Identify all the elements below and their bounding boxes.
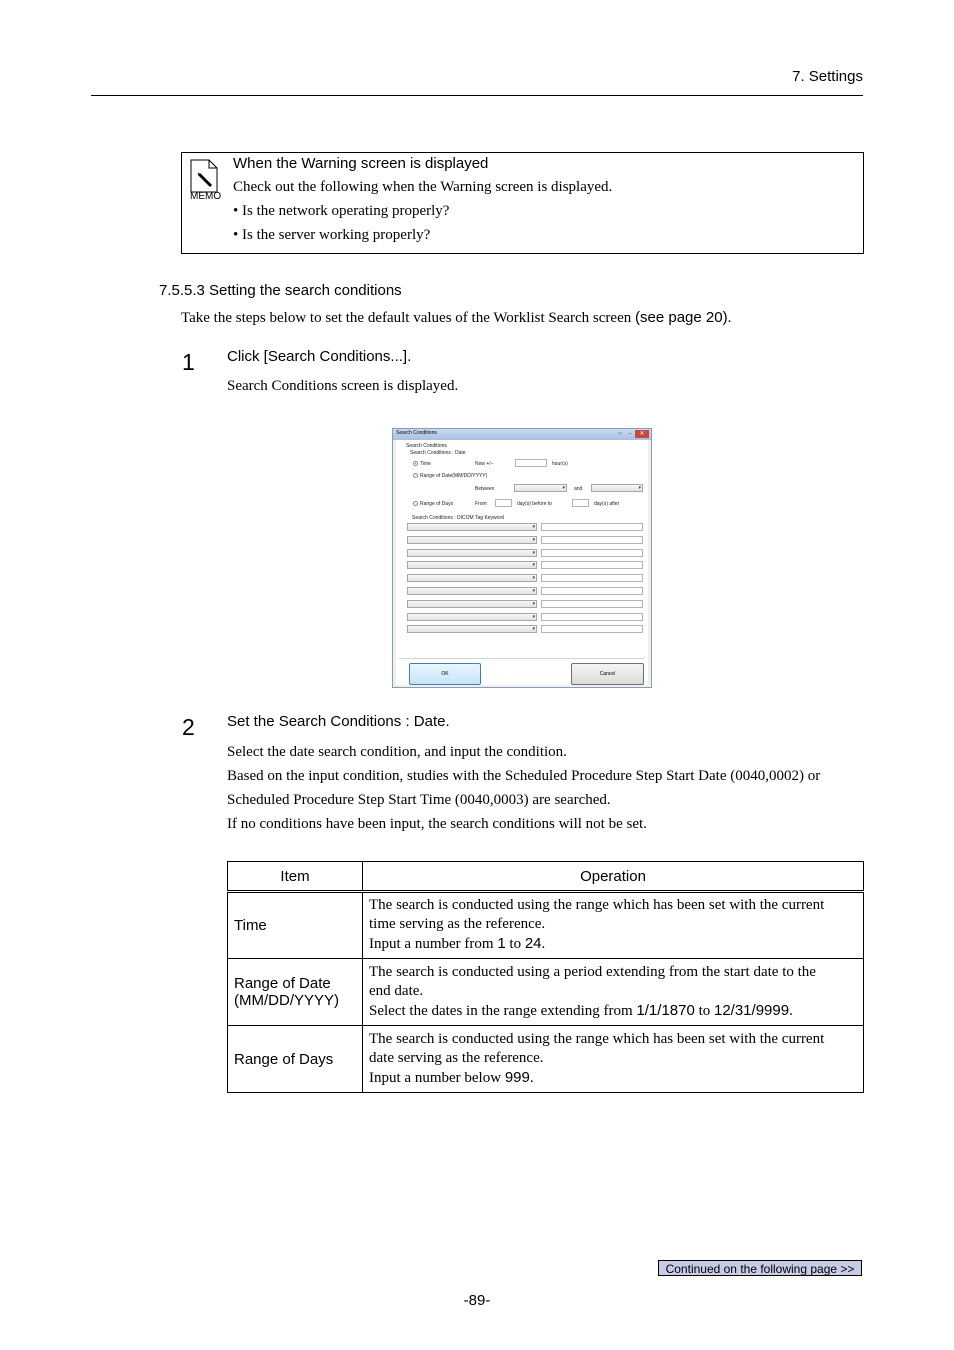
hours-input[interactable]	[515, 459, 547, 467]
tag-keyword-dropdown[interactable]	[407, 561, 537, 569]
memo-icon-label: MEMO	[190, 191, 222, 202]
range-of-days-radio[interactable]	[413, 501, 418, 506]
and-label: and	[574, 486, 583, 492]
table-row	[228, 892, 864, 959]
dialog-separator	[399, 658, 645, 659]
chevron-down-icon: ▾	[532, 575, 535, 582]
chevron-down-icon: ▾	[532, 626, 535, 633]
intro-page-ref: (see page 20)	[635, 309, 728, 326]
tag-keyword-dropdown[interactable]	[407, 600, 537, 608]
chevron-down-icon: ▾	[532, 562, 535, 569]
dialog-title: Search Conditions	[396, 430, 437, 436]
chevron-down-icon: ▾	[532, 613, 535, 620]
operation-cell	[363, 892, 864, 959]
operation-line: end date.	[369, 982, 424, 999]
range-of-days-label: Range of Days	[420, 501, 454, 507]
from-label: From	[475, 501, 487, 507]
time-radio[interactable]	[413, 461, 418, 466]
step-text: Scheduled Procedure Step Start Time (0040,0003) are searched.	[227, 792, 611, 808]
start-date-picker[interactable]: ▾	[514, 484, 567, 492]
operation-line: The search is conducted using the range which has been set with the current	[369, 1030, 825, 1047]
intro-text: Take the steps below to set the default values of the Worklist Search screen	[181, 310, 632, 326]
chevron-down-icon: ▾	[532, 536, 535, 543]
search-conditions-dialog-screenshot	[392, 428, 652, 688]
operation-cell	[363, 1026, 864, 1093]
chevron-down-icon: ▾	[532, 549, 535, 556]
tag-keyword-dropdown[interactable]	[407, 574, 537, 582]
step-text: Search Conditions screen is displayed.	[227, 378, 459, 394]
days-after-input[interactable]	[572, 499, 589, 507]
operations-table	[227, 861, 864, 1093]
table-header-row	[228, 862, 864, 892]
chevron-down-icon: ▾	[532, 588, 535, 594]
step-title: Set the Search Conditions : Date.	[227, 713, 450, 730]
tag-keyword-dropdown[interactable]	[407, 625, 537, 633]
tag-keyword-input[interactable]	[541, 536, 643, 544]
header-rule	[91, 95, 863, 96]
tag-group-label: Search Conditions : DICOM Tag Keyword	[412, 515, 504, 521]
operation-line: Input a number from 1 to 24.	[369, 935, 546, 952]
tag-keyword-dropdown[interactable]	[407, 549, 537, 557]
operation-line: time serving as the reference.	[369, 916, 546, 932]
tag-keyword-dropdown[interactable]	[407, 523, 537, 531]
operation-cell	[363, 959, 864, 1026]
tag-keyword-input[interactable]	[541, 574, 643, 582]
intro-end: .	[727, 310, 732, 326]
operation-line: Select the dates in the range extending from 1/1/1870 to 12/31/9999.	[369, 1001, 793, 1019]
memo-title: When the Warning screen is displayed	[233, 155, 489, 172]
between-label: Between	[475, 486, 495, 492]
operation-line: The search is conducted using a period extending from the start date to the	[369, 963, 816, 980]
header-section-title: 7. Settings	[792, 68, 863, 85]
item-cell: Range of Days	[228, 1026, 363, 1093]
days-before-label: day(s) before to	[517, 501, 553, 507]
tag-keyword-input[interactable]	[541, 625, 643, 633]
end-date-picker[interactable]: ▾	[591, 484, 643, 492]
item-cell: Range of Date (MM/DD/YYYY)	[228, 959, 363, 1026]
section-intro	[181, 309, 731, 327]
operation-line: The search is conducted using the range which has been set with the current	[369, 897, 825, 913]
hours-label: hour(s)	[552, 461, 568, 467]
page-number: -89-	[463, 1292, 491, 1309]
tag-keyword-dropdown[interactable]	[407, 587, 537, 595]
step-title: Click [Search Conditions...].	[227, 348, 412, 365]
operation-line: Input a number below 999.	[369, 1068, 534, 1086]
table-row	[228, 959, 864, 1026]
time-label: Time	[420, 461, 431, 467]
step-number: 2	[182, 714, 195, 740]
date-group-label: Search Conditions : Date	[410, 450, 466, 456]
step-number: 1	[182, 349, 195, 375]
tag-keyword-input[interactable]	[541, 587, 643, 595]
tag-keyword-input[interactable]	[541, 613, 643, 621]
tag-keyword-input[interactable]	[541, 600, 643, 608]
chevron-down-icon: ▾	[532, 524, 535, 530]
group-label: Search Conditions	[406, 443, 447, 449]
memo-icon	[188, 158, 220, 202]
tag-keyword-dropdown[interactable]	[407, 536, 537, 544]
item-cell: Time	[228, 892, 363, 959]
close-icon[interactable]: ✕	[635, 430, 649, 438]
tag-keyword-input[interactable]	[541, 523, 643, 531]
table-row	[228, 1026, 864, 1093]
operation-line: date serving as the reference.	[369, 1049, 544, 1066]
chevron-down-icon: ▾	[532, 600, 535, 607]
step-text: Select the date search condition, and input the condition.	[227, 744, 567, 760]
tag-keyword-input[interactable]	[541, 561, 643, 569]
memo-text: Check out the following when the Warning screen is displayed.	[233, 179, 613, 195]
tag-keyword-input[interactable]	[541, 549, 643, 557]
memo-bullet: • Is the network operating properly?	[233, 203, 450, 219]
memo-box	[181, 152, 864, 254]
tag-keyword-dropdown[interactable]	[407, 613, 537, 621]
continued-note: Continued on the following page >>	[658, 1260, 862, 1276]
step-text: Based on the input condition, studies with the Scheduled Procedure Step Start Date (0040,0002) or	[227, 768, 821, 784]
maximize-icon[interactable]: □	[618, 431, 622, 437]
cancel-button[interactable]: Cancel	[571, 663, 644, 685]
step-text: If no conditions have been input, the search conditions will not be set.	[227, 816, 647, 832]
minimize-icon[interactable]: –	[628, 431, 632, 437]
days-before-input[interactable]	[495, 499, 512, 507]
header-operation: Operation	[363, 862, 864, 892]
header-item: Item	[228, 862, 363, 892]
range-of-date-label: Range of Date(MM/DD/YYYY)	[420, 473, 488, 479]
range-of-date-radio[interactable]	[413, 473, 418, 478]
dialog-body	[396, 440, 648, 685]
section-heading: 7.5.5.3 Setting the search conditions	[159, 282, 402, 299]
ok-button[interactable]: OK	[409, 663, 481, 685]
days-after-label: day(s) after	[594, 501, 620, 507]
memo-bullet: • Is the server working properly?	[233, 227, 431, 243]
dialog-titlebar	[393, 429, 651, 440]
now-label: Now +/−	[475, 461, 494, 467]
